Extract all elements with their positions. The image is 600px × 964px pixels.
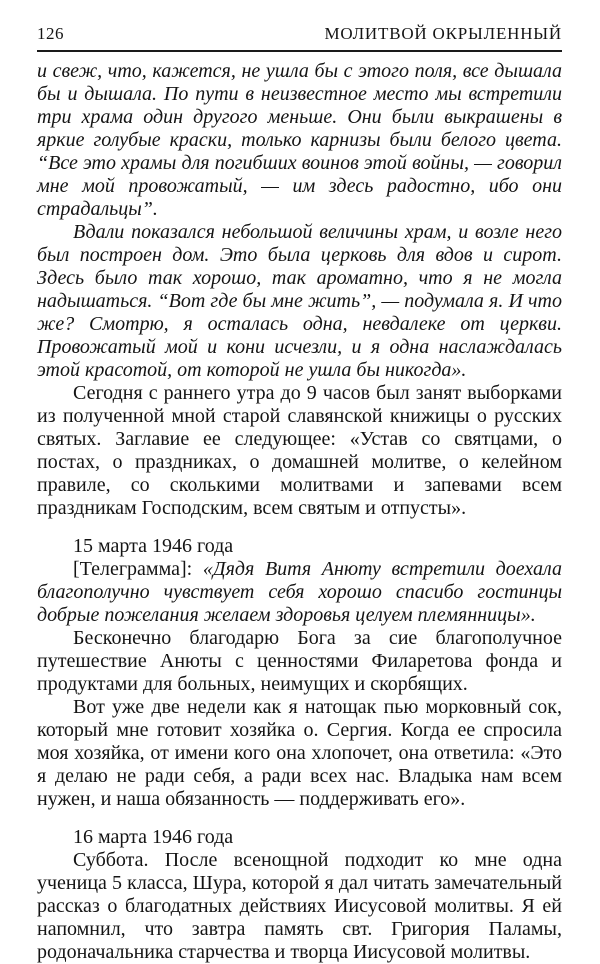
page-header: [37, 22, 562, 52]
paragraph-widows-church: Вдали показался небольшой величины храм, и возле него был построен дом. Это была церковь для вдов и сирот. Здесь было так хорошо, так ароматно, что я не могла надышаться. “Вот где бы мне жить”, — подумала я. И что же? Смотрю, я осталась одна, невдалеке от церкви. Провожатый мой и кони исчезли, и я одна наслаждалась этой красотой, от которой не ушла бы никогда».: [37, 221, 562, 381]
paragraph-vision-continued: и свеж, что, кажется, не ушла бы с этого поля, все дышала бы и дышала. По пути в неизвестное место мы встретили три храма один другого меньше. Они были выкрашены в яркие голубые краски, только карнизы были белого цвета. “Все это храмы для погибших воинов этой войны, — говорил мне мой провожатый, — им здесь радостно, ибо они страдальцы”.: [37, 60, 562, 220]
paragraph-slavonic-book: Сегодня с раннего утра до 9 часов был занят выборками из полученной мной старой славянской книжицы о русских святых. Заглавие ее следующее: «Устав со святцами, о постах, о праздниках, о домашней молитве, о келейном правиле, со сколькими молитвами и запевами всем праздникам Господским, всем святым и отпусты».: [37, 382, 562, 519]
page-number: 126: [37, 24, 64, 43]
page-body: [37, 60, 562, 964]
paragraph-carrot-juice: Вот уже две недели как я натощак пью морковный сок, который мне готовит хозяйка о. Сергия. Когда ее спросила моя хозяйка, от имени кого она хлопочет, она ответила: «Это я делаю не ради себя, а ради всех нас. Владыка нам всем нужен, и наша обязанность — поддерживать его».: [37, 696, 562, 810]
entry-date: 16 марта 1946 года: [73, 826, 234, 848]
paragraph-saturday: Суббота. После всенощной подходит ко мне одна ученица 5 класса, Шура, которой я дал читать замечательный рассказ о благодатных действиях Иисусовой молитвы. Я ей напомнил, что завтра память свт. Григория Паламы, родоначальника старчества и творца Иисусовой молитвы.: [37, 849, 562, 963]
telegram-label: [Телеграмма]:: [73, 558, 193, 580]
telegram-text: «Дядя Витя Анюту встретили доехала благополучно чувствует себя хорошо спасибо гостинцы добрые пожелания желаем здоровья целуем племянницы».: [37, 558, 562, 626]
paragraph-telegram: [37, 558, 562, 627]
entry-date: 15 марта 1946 года: [73, 535, 234, 557]
running-title: МОЛИТВОЙ ОКРЫЛЕННЫЙ: [324, 24, 562, 43]
paragraph-thanksgiving: Бесконечно благодарю Бога за сие благополучное путешествие Анюты с ценностями Филаретова фонда и продуктами для больных, неимущих и скорбящих.: [37, 627, 562, 695]
